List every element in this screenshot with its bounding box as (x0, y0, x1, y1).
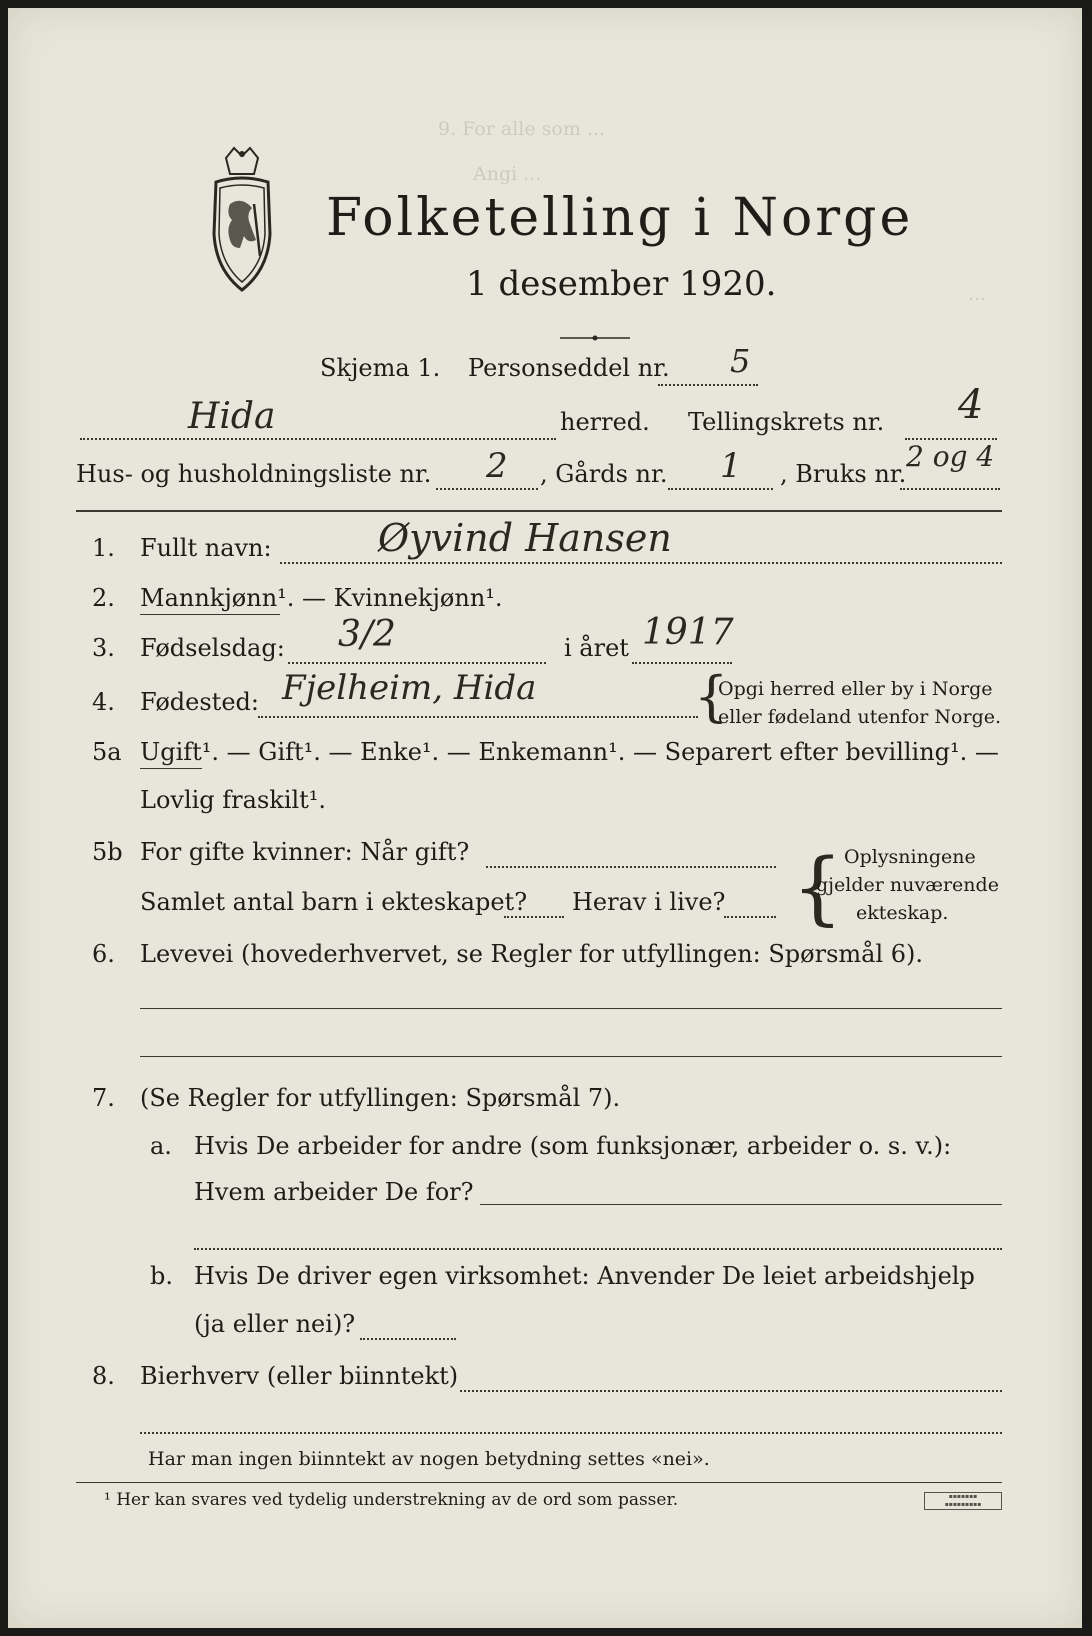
bierhverv-line-2[interactable] (140, 1432, 1002, 1434)
fodested-note-line2: eller fødeland utenfor Norge. (718, 706, 1002, 728)
fodselsdag-line (288, 662, 546, 664)
divider-ornament (560, 326, 630, 332)
levevei-line-1[interactable] (140, 1008, 1002, 1009)
personseddel-line (658, 384, 758, 386)
fullt-navn-value[interactable]: Øyvind Hansen (378, 516, 672, 560)
ekteskap-note-line2: gjelder nuværende (816, 874, 999, 896)
herred-line (80, 438, 556, 440)
lovlig-fraskilt-option[interactable]: Lovlig fraskilt¹. (140, 786, 327, 814)
fodselsar-line (632, 662, 732, 664)
ja-eller-nei-line[interactable] (360, 1338, 456, 1340)
field-7b-number: b. (150, 1262, 173, 1290)
bierhverv-label: Bierhverv (eller biinntekt) (140, 1362, 459, 1390)
husholdningsliste-value[interactable]: 2 (486, 446, 508, 486)
field-3-number: 3. (92, 634, 115, 662)
ja-eller-nei-label: (ja eller nei)? (194, 1310, 356, 1338)
bleed-through-text: 9. For alle som ... (438, 118, 606, 140)
hvem-arbeider-line-2[interactable] (194, 1248, 1002, 1250)
fodselsar-label: i året (564, 634, 629, 662)
field-5a-number: 5a (92, 738, 122, 766)
personseddel-value[interactable]: 5 (730, 342, 751, 380)
bleed-through-text: Angi ... (473, 163, 542, 185)
printer-stamp-icon: ▪▪▪▪▪▪▪ ▪▪▪▪▪▪▪▪▪ (924, 1492, 1002, 1510)
gards-label: , Gårds nr. (540, 460, 668, 488)
nar-gift-line (486, 866, 776, 868)
arbeider-for-andre-label: Hvis De arbeider for andre (som funksjonær, arbeider o. s. v.): (194, 1132, 952, 1160)
bruks-value[interactable]: 2 og 4 (906, 440, 995, 473)
hvem-arbeider-label: Hvem arbeider De for? (194, 1178, 474, 1206)
fodested-value[interactable]: Fjelheim, Hida (282, 668, 537, 708)
herred-label: herred. (560, 408, 650, 436)
footer-rule (76, 1482, 1002, 1483)
hvem-arbeider-line[interactable] (480, 1204, 1002, 1205)
fodselsar-value[interactable]: 1917 (642, 612, 734, 653)
schema-label: Skjema 1. (320, 354, 441, 382)
personseddel-label: Personseddel nr. (468, 354, 670, 382)
fodested-brace: { (694, 665, 729, 728)
field-5b-number: 5b (92, 838, 123, 866)
field-7-label: (Se Regler for utfyllingen: Spørsmål 7). (140, 1084, 621, 1112)
biinntekt-note: Har man ingen biinntekt av nogen betydning settes «nei». (148, 1448, 710, 1470)
ekteskap-note-line1: Oplysningene (844, 846, 976, 868)
form-title: Folketelling i Norge (326, 188, 914, 248)
levevei-label: Levevei (hovederhvervet, se Regler for utfyllingen: Spørsmål 6). (140, 940, 924, 968)
kjonn-options[interactable]: Mannkjønn¹. — Kvinnekjønn¹. (140, 584, 503, 612)
ekteskap-note-line3: ekteskap. (856, 902, 949, 924)
husholdningsliste-label: Hus- og husholdningsliste nr. (76, 460, 432, 488)
header-rule (76, 510, 1002, 512)
field-6-number: 6. (92, 940, 115, 968)
antal-barn-line (504, 916, 564, 918)
fodselsdag-value[interactable]: 3/2 (338, 614, 396, 655)
fodselsdag-label: Fødselsdag: (140, 634, 285, 662)
fodested-line (258, 716, 698, 718)
fodested-label: Fødested: (140, 688, 259, 716)
sivilstand-options[interactable]: Ugift¹. — Gift¹. — Enke¹. — Enkemann¹. — Separert efter bevilling¹. — (140, 738, 999, 766)
fullt-navn-line (280, 562, 1002, 564)
levevei-line-2[interactable] (140, 1056, 1002, 1057)
mannkjonn-underline (140, 614, 280, 615)
bierhverv-line[interactable] (460, 1390, 1002, 1392)
tellingskrets-value[interactable]: 4 (958, 382, 984, 428)
field-7a-number: a. (150, 1132, 172, 1160)
herav-i-live-line (724, 916, 776, 918)
egen-virksomhet-label: Hvis De driver egen virksomhet: Anvender De leiet arbeidshjelp (194, 1262, 975, 1290)
field-4-number: 4. (92, 688, 115, 716)
herav-i-live-label: Herav i live? (572, 888, 726, 916)
fullt-navn-label: Fullt navn: (140, 534, 272, 562)
nar-gift-label: For gifte kvinner: Når gift? (140, 838, 470, 866)
husholdningsliste-line (436, 488, 538, 490)
herred-value[interactable]: Hida (188, 396, 276, 437)
bruks-label: , Bruks nr. (780, 460, 907, 488)
ekteskap-brace: { (792, 841, 843, 934)
antal-barn-label: Samlet antal barn i ekteskapet? (140, 888, 528, 916)
field-7-number: 7. (92, 1084, 115, 1112)
ugift-underline (140, 768, 202, 769)
tellingskrets-label: Tellingskrets nr. (688, 408, 885, 436)
footnote: ¹ Her kan svares ved tydelig understrekning av de ord som passer. (104, 1490, 679, 1510)
field-2-number: 2. (92, 584, 115, 612)
bruks-line (900, 488, 1000, 490)
census-date: 1 desember 1920. (466, 264, 777, 304)
gards-value[interactable]: 1 (720, 446, 742, 486)
field-1-number: 1. (92, 534, 115, 562)
gards-line (668, 488, 773, 490)
fodested-note-line1: Opgi herred eller by i Norge (718, 678, 993, 700)
bleed-through-text: ... (968, 283, 987, 305)
census-form (8, 8, 1082, 1628)
field-8-number: 8. (92, 1362, 115, 1390)
norwegian-coat-of-arms-icon (196, 144, 288, 294)
